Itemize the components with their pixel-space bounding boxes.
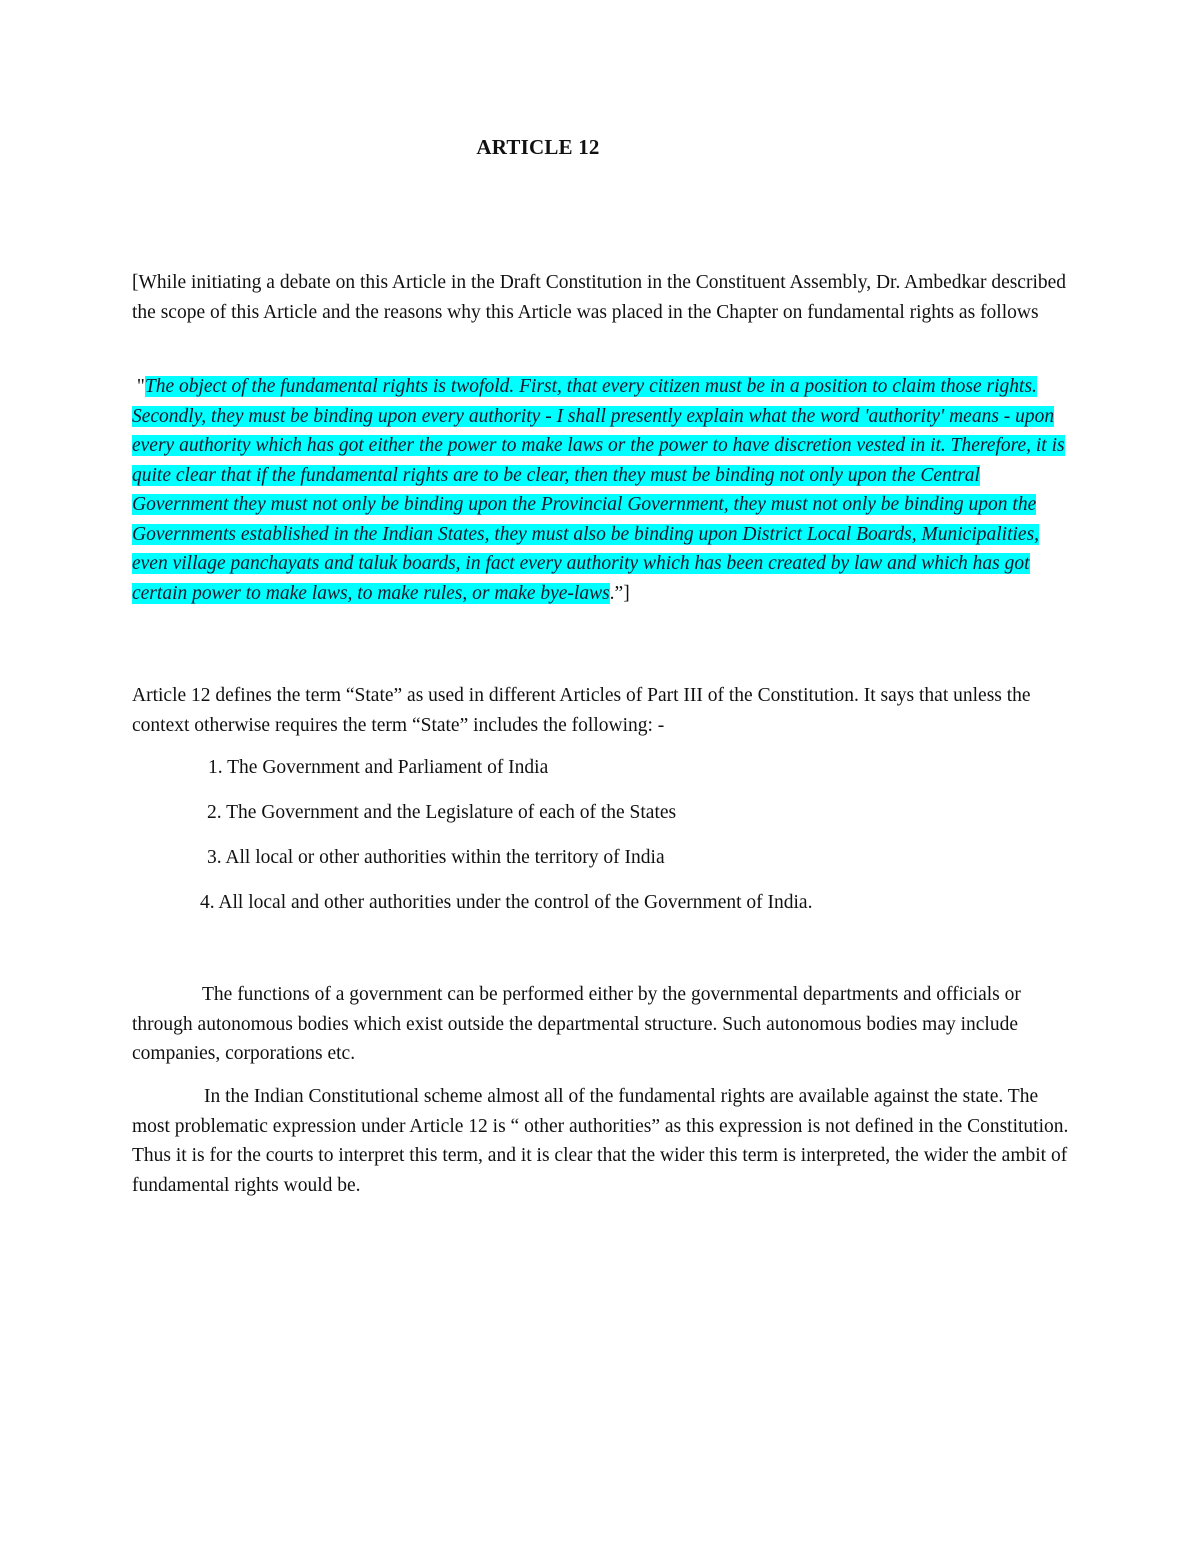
state-includes-list — [200, 753, 1060, 933]
list-item: 3. All local or other authorities within the territory of India — [207, 847, 665, 868]
list-item: 1. The Government and Parliament of India — [208, 757, 549, 778]
functions-paragraph: The functions of a government can be performed either by the governmental departments and officials or through autonomous bodies which exist outside the departmental structure. Such autonomous bodies may include companies, corporations etc. — [132, 984, 1021, 1064]
intro-paragraph: [While initiating a debate on this Article in the Draft Constitution in the Constituent Assembly, Dr. Ambedkar described the scope of this Article and the reasons why this Article was placed in the Chapter on fundamental rights as follows — [132, 272, 1067, 323]
list-item: 2. The Government and the Legislature of each of the States — [207, 802, 677, 823]
ambedkar-quote — [132, 372, 1072, 608]
quote-close-mark: .”] — [609, 582, 630, 604]
definition-paragraph: Article 12 defines the term “State” as used in different Articles of Part III of the Constitution. It says that unless the context otherwise requires the term “State” includes the following: - — [132, 685, 1031, 736]
quote-open-mark: " — [132, 376, 145, 397]
page-title: ARTICLE 12 — [476, 135, 600, 159]
list-item: 4. All local and other authorities under the control of the Government of India. — [200, 892, 813, 913]
highlighted-quote-text: The object of the fundamental rights is twofold. First, that every citizen must be in a position to claim those rights. Secondly, they must be binding upon every authority - I shall presently explain what the word 'authority' means - upon every authority which has got either the power to make laws or the power to have discretion vested in it. Therefore, it is quite clear that if the fundamental rights are to be clear, then they must be binding not only upon the Central Government they must not only be binding upon the Provincial Government, they must not only be binding upon the Governments established in the Indian States, they must also be binding upon District Local Boards, Municipalities, even village panchayats and taluk boards, in fact every authority which has been created by law and which has got certain power to make laws, to make rules, or make bye-laws — [132, 376, 1065, 604]
constitutional-scheme-paragraph: In the Indian Constitutional scheme almost all of the fundamental rights are available against the state. The most problematic expression under Article 12 is “ other authorities” as this expression is not defined in the Constitution. Thus it is for the courts to interpret this term, and it is clear that the wider this term is interpreted, the wider the ambit of fundamental rights would be. — [132, 1086, 1069, 1196]
